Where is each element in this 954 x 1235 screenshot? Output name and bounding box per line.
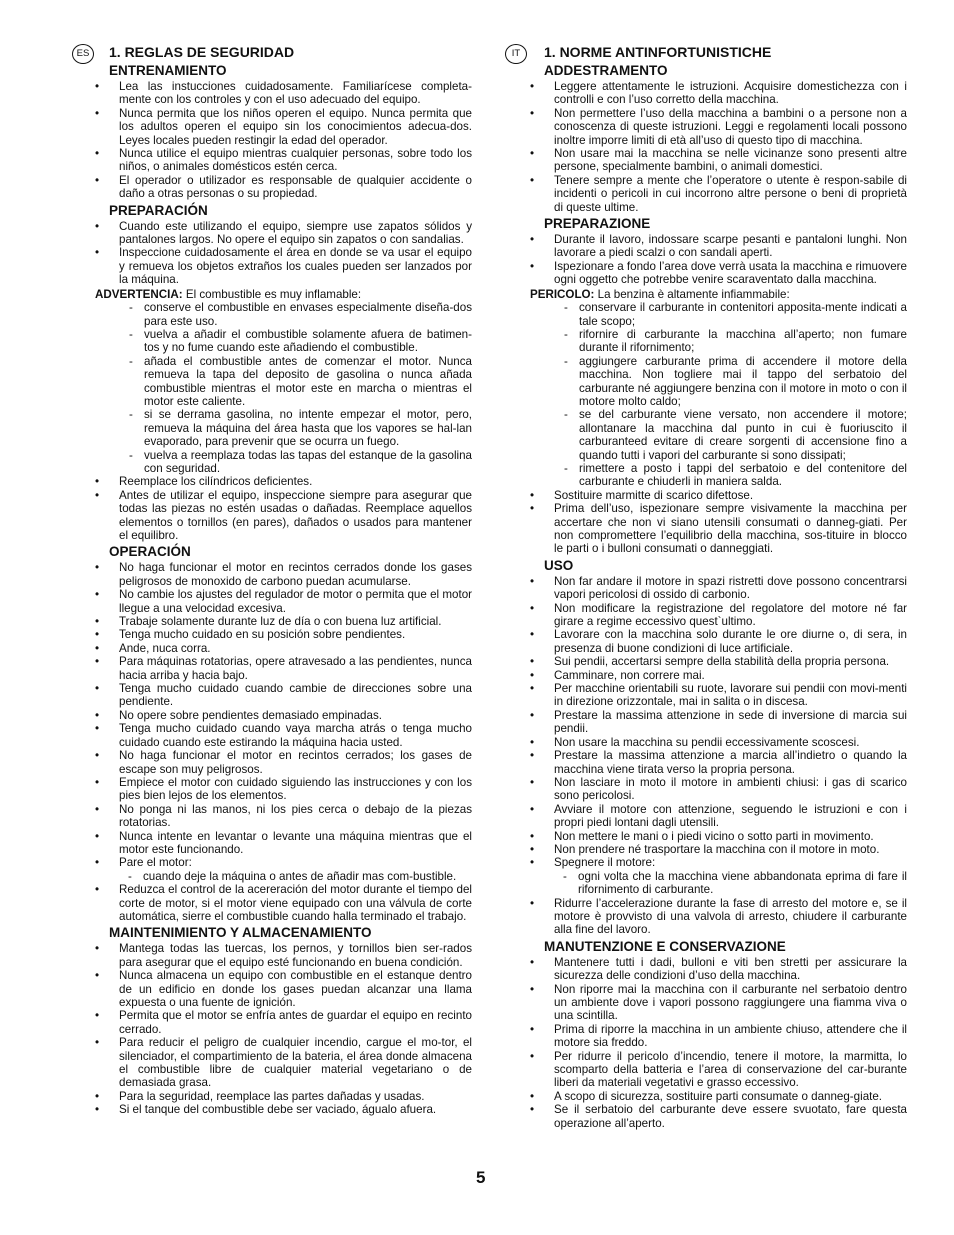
column-italian [527, 44, 907, 1130]
bullet-item: • Non permettere l’uso della macchina a bambini o a persone non a conoscenza di queste istruzioni. Leggi e regolamenti locali possono inoltre imporre limiti di età all’uso di questo tipo di macchina. [527, 107, 907, 147]
bullet-item: • No opere sobre pendientes demasiado empinadas. [92, 709, 472, 722]
bullet-item-list [527, 897, 907, 937]
bullet-item: • Leggere attentamente le istruzioni. Acquisire domestichezza con i controlli e con l’uso corretto della macchina. [527, 80, 907, 107]
bullet-item-list [92, 220, 472, 287]
warning-label: PERICOLO: [530, 287, 595, 301]
bullet-item [92, 856, 472, 883]
bullet-item: • Ridurre l’accelerazione durante la fase di arresto del motore e, se il motore è provvisto di una valvola di arresto, chiudere il carburante alla fine del lavoro. [527, 897, 907, 937]
bullet-item: • Non mettere le mani o i piedi vicino o sotto parti in movimento. [527, 830, 907, 843]
bullet-item: • Se il serbatoio del carburante deve essere svuotato, fare questa operazione all’aperto. [527, 1103, 907, 1130]
bullet-item: • Lavorare con la macchina solo durante le ore diurne o, di sera, in presenza di buone condizioni di luce artificiale. [527, 628, 907, 655]
bullet-item-text: Spegnere il motore: [554, 856, 656, 870]
dash-item: - vuelva a reemplaza todas las tapas del estanque de la gasolina con seguridad. [92, 449, 472, 476]
warning-text: El combustible es muy inflamable: [182, 287, 362, 301]
bullet-item: • Mantenere tutti i dadi, bulloni e viti ben stretti per assicurare la sicurezza delle condizioni d’uso della macchina. [527, 956, 907, 983]
dash-item: - aggiungere carburante prima di accendere il motore della macchina. Non togliere mai il tappo del serbatoio del carburante né aggiungere benzina con il motore in moto o con il motore molto caldo; [527, 355, 907, 409]
bullet-item: • Sostituire marmitte di scarico difettose. [527, 489, 907, 502]
bullet-item-list [527, 956, 907, 1130]
dash-item: - cuando deje la máquina o antes de añadir mas com-bustible. [119, 870, 472, 883]
bullet-item: • Empiece el motor con cuidado siguiendo las instrucciones y con los pies bien lejos de los elementos. [92, 776, 472, 803]
dash-item-list [554, 870, 907, 897]
bullet-item: • Para la seguridad, reemplace las partes dañadas y usadas. [92, 1090, 472, 1103]
bullet-item: • Non prendere né trasportare la macchina con il motore in moto. [527, 843, 907, 856]
section-title: 1. NORME ANTINFORTUNISTICHE [544, 44, 772, 60]
bullet-item: • Non modificare la registrazione del regolatore del motore né far girare a regime eccessivo quest`ultimo. [527, 602, 907, 629]
heading-training: ADDESTRAMENTO [544, 63, 668, 78]
bullet-item: • Prestare la massima attenzione in sede di inversione di marcia sui pendii. [527, 709, 907, 736]
bullet-item: • Prestare la massima attenzione a marcia all’indietro o quando la macchina viene tirata verso la propria persona. [527, 749, 907, 776]
bullet-item: • Tenere sempre a mente che l’operatore o utente è respon-sabile di incidenti o pericoli in cui incorrono altre persone o beni di proprietà di queste ultime. [527, 174, 907, 214]
dash-item: - rifornire di carburante la macchina all’aperto; non fumare durante il rifornimento; [527, 328, 907, 355]
bullet-item-list [92, 883, 472, 923]
bullet-item: • Prima di riporre la macchina in un ambiente chiuso, attendere che il motore sia freddo. [527, 1023, 907, 1050]
bullet-item: • No cambie los ajustes del regulador de motor o permita que el motor llegue a una velocidad excesiva. [92, 588, 472, 615]
bullet-item: • Reduzca el control de la acereración del motor durante el tiempo del corte de motor, si el motor viene equipado con una válvula de corte automática, sierre el combustible cuando halla terminado el trabajo. [92, 883, 472, 923]
dash-item: - se del carburante viene versato, non accendere il motore; allontanare la macchina dal punto in cui è fuoriuscito il carburanteed evitare di creare sorgenti di accensione fino a quando tutti i vapori del carburante si sono dissipati; [527, 408, 907, 462]
heading-operation: OPERACIÓN [109, 544, 191, 560]
dash-item-list [92, 301, 472, 475]
bullet-item-list [527, 489, 907, 556]
bullet-item: • No haga funcionar el motor en recintos cerrados; los gases de escape son muy peligrosos. [92, 749, 472, 776]
bullet-item: • Non riporre mai la macchina con il carburante nel serbatoio dentro un ambiente dove i vapori possono raggiungere una fiamma viva o una scintilla. [527, 983, 907, 1023]
bullet-item: • Per macchine orientabili su ruote, lavorare sui pendii con movi-menti in direzione orizzontale, mai in salita o in discesa. [527, 682, 907, 709]
bullet-item: • Non usare la macchina su pendii eccessivamente scoscesi. [527, 736, 907, 749]
bullet-item: • Ande, nuca corra. [92, 642, 472, 655]
bullet-item-list [527, 80, 907, 214]
bullet-item: • Prima dell’uso, ispezionare sempre visivamente la macchina per accertare che non vi siano utensili consumati o danneg-giati. Per non compromettere l’equilibrio della macchina, sos-tituire in blocco le parti o i bulloni consumati o danneggiati. [527, 502, 907, 556]
heading-operation: USO [544, 557, 574, 573]
bullet-item: • Si el tanque del combustible debe ser vaciado, águalo afuera. [92, 1103, 472, 1116]
bullet-item: • El operador o utilizador es responsable de qualquier accidente o daño a otras personas o su propiedad. [92, 174, 472, 201]
dash-item: - conserve el combustible en envases especialmente diseña-dos para este uso. [92, 301, 472, 328]
dash-item: - ogni volta che la macchina viene abbandonata eprima di fare il rifornimento di carburante. [554, 870, 907, 897]
bullet-item: • Inspeccione cuidadosamente el área en donde se va usar el equipo y remueva los objetos extraños los cuales pueden ser lanzados por la máquina. [92, 246, 472, 286]
heading-maintenance: MANUTENZIONE E CONSERVAZIONE [544, 938, 786, 954]
dash-item: - conservare il carburante in contenitori apposita-mente indicati a tale scopo; [527, 301, 907, 328]
heading-preparation: PREPARACIÓN [109, 202, 208, 218]
bullet-item: • A scopo di sicurezza, sostituire parti consumate o danneg-giate. [527, 1090, 907, 1103]
bullet-item: • Para máquinas rotatorias, opere atravesado a las pendientes, nunca hacia arriba y hacia bajo. [92, 655, 472, 682]
heading-training: ENTRENAMIENTO [109, 63, 227, 78]
dash-item: - si se derrama gasolina, no intente empezar el motor, pero, remueva la máquina del área hasta que los vapores se hal-lan evaporado, para prevenir que se ocurra un fuego. [92, 408, 472, 448]
bullet-item: • Avviare il motore con attenzione, seguendo le istruzioni e con i propri piedi lontani dagli utensili. [527, 803, 907, 830]
bullet-item: • Ispezionare a fondo l’area dove verrà usata la macchina e rimuovere ogni oggetto che potrebbe venire scaraventato dalla macchina. [527, 260, 907, 287]
dash-item-list [527, 301, 907, 489]
bullet-item: • Para reducir el peligro de cualquier incendio, cargue el mo-tor, el silenciador, el compartimiento de la bateria, el área donde almacena el combustible libre de cualquier material vegetariano o de demasiada grasa. [92, 1036, 472, 1090]
heading-preparation: PREPARAZIONE [544, 216, 651, 232]
bullet-item: • Nunca permita que los niños operen el equipo. Nunca permita que los adultos operen el equipo sin los conocimientos adecua-dos. Leyes locales pueden restingir la edad del operador. [92, 107, 472, 147]
fuel-warning [95, 288, 472, 301]
bullet-item: • No ponga ni las manos, ni los pies cerca o debajo de la piezas rotatorias. [92, 803, 472, 830]
bullet-item: • Tenga mucho cuidado en su posición sobre pendientes. [92, 628, 472, 641]
bullet-item: • Cuando este utilizando el equipo, siempre use zapatos sólidos y pantalones largos. No opere el equipo sin zapatos o con sandalias. [92, 220, 472, 247]
bullet-item-text: Pare el motor: [119, 856, 192, 870]
bullet-item: • Antes de utilizar el equipo, inspeccione siempre para asegurar que todas las piezas no estén usadas o dañadas. Reemplace aquellos elementos o tornillos (en pares), dañados o usados para mantener el equilibro. [92, 489, 472, 543]
bullet-item: • Durante il lavoro, indossare scarpe pesanti e pantaloni lunghi. Non lavorare a piedi scalzi o con sandali aperti. [527, 233, 907, 260]
bullet-item: • Per ridurre il pericolo d’incendio, tenere il motore, la marmitta, lo scomparto della batteria e l’area di conservazione del car-burante liberi da materiali vegetativi e grasso eccessivo. [527, 1050, 907, 1090]
heading-maintenance: MAINTENIMIENTO Y ALMACENAMIENTO [109, 925, 372, 941]
bullet-item-list [92, 475, 472, 542]
language-badge-it: IT [505, 44, 527, 64]
dash-item: - rimettere a posto i tappi del serbatoio e del contenitore del carburante e chiuderli in maniera salda. [527, 462, 907, 489]
bullet-item: • Sui pendii, accertarsi sempre della stabilità della propria persona. [527, 655, 907, 668]
bullet-item: • Lea las instucciones cuidadosamente. Familiarícese completa-mente con los controles y con el uso adecuado del equipo. [92, 80, 472, 107]
bullet-item-list [92, 561, 472, 883]
bullet-item: • No haga funcionar el motor en recintos cerrados donde los gases peligrosos de monoxido de carbono puedan acumularse. [92, 561, 472, 588]
bullet-item: • Camminare, non correre mai. [527, 669, 907, 682]
dash-item: - vuelva a añadir el combustible solamente afuera de batimen-tos y no fume cuando este añadiendo el combustible. [92, 328, 472, 355]
page-number: 5 [476, 1168, 486, 1187]
bullet-item: • Mantega todas las tuercas, los pernos, y tornillos bien ser-rados para asegurar que el equipo esté funcionando en buena condición. [92, 942, 472, 969]
section-title: 1. REGLAS DE SEGURIDAD [109, 44, 295, 60]
language-badge-es: ES [72, 44, 94, 64]
bullet-item: • Tenga mucho cuidado cuando cambie de direcciones sobre una pendiente. [92, 682, 472, 709]
bullet-item: • Nunca almacena un equipo con combustible en el estanque dentro de un edificio en donde los gases puedan alcanzar una llama expuesta o una fuente de ignición. [92, 969, 472, 1009]
dash-item: - añada el combustible antes de comenzar el motor. Nunca remueva la tapa del deposito de gasolina o nunca añada combustible mientras el motor este en marcha o mientras el motor este caliente. [92, 355, 472, 409]
bullet-item: • Nunca utilice el equipo mientras cualquier personas, sobre todo los niños, o animales domésticos estén cerca. [92, 147, 472, 174]
bullet-item: • Non far andare il motore in spazi ristretti dove possono concentrarsi vapori pericolosi di ossido di carbonio. [527, 575, 907, 602]
bullet-item-list [527, 575, 907, 897]
bullet-item [527, 856, 907, 896]
bullet-item-list [527, 233, 907, 287]
bullet-item: • Tenga mucho cuidado cuando vaya marcha atrás o tenga mucho cuidado cuando este estirando la máquina hacia usted. [92, 722, 472, 749]
fuel-warning [530, 288, 907, 301]
column-spanish [92, 44, 472, 1117]
bullet-item: • Reemplace los cilíndricos deficientes. [92, 475, 472, 488]
bullet-item: • Non lasciare in moto il motore in ambienti chiusi: i gas di scarico sono pericolosi. [527, 776, 907, 803]
bullet-item: • Nunca intente en levantar o levante una máquina mientras que el motor este funcionando. [92, 830, 472, 857]
bullet-item-list [92, 942, 472, 1116]
bullet-item: • Non usare mai la macchina se nelle vicinanze sono presenti altre persone, specialmente bambini, o animali domestici. [527, 147, 907, 174]
bullet-item-list [92, 80, 472, 201]
dash-item-list [119, 870, 472, 883]
warning-text: La benzina è altamente infiammabile: [594, 287, 790, 301]
warning-label: ADVERTENCIA: [95, 287, 183, 301]
bullet-item: • Trabaje solamente durante luz de día o con buena luz artificial. [92, 615, 472, 628]
bullet-item: • Permita que el motor se enfría antes de guardar el equipo en recinto cerrado. [92, 1009, 472, 1036]
